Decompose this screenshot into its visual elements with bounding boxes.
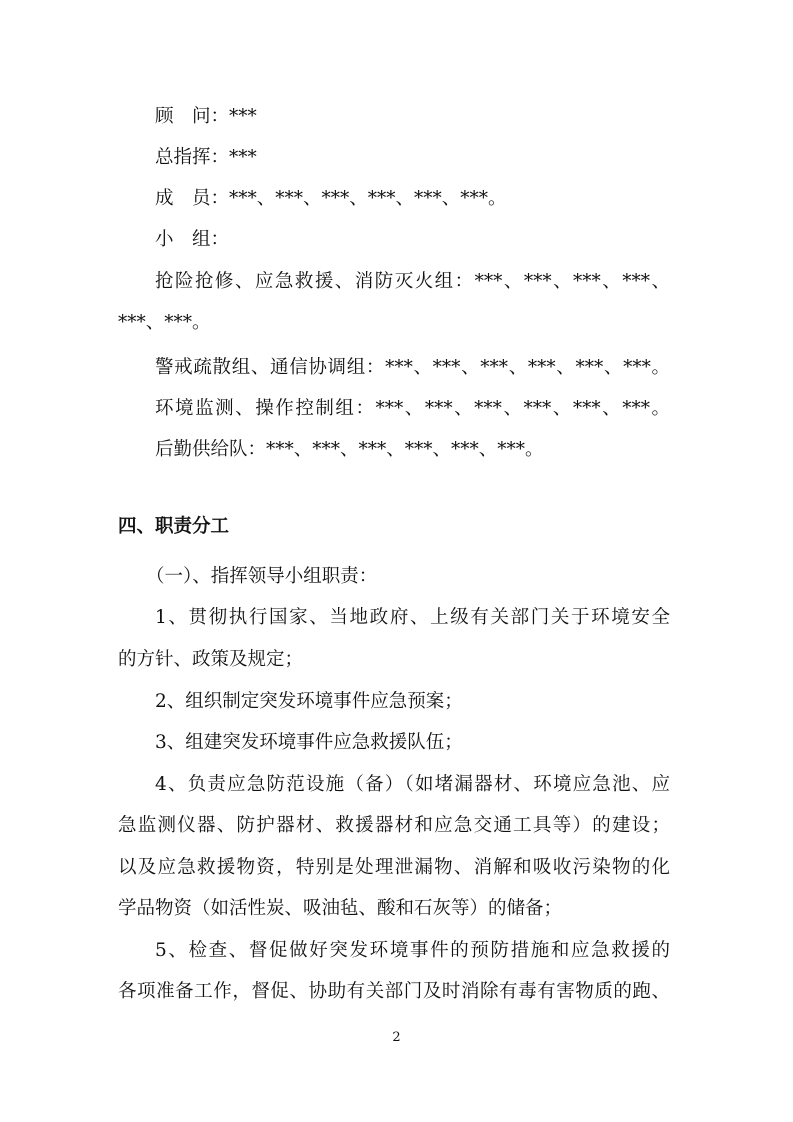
advisor-line: 顾 问：*** (155, 106, 257, 127)
duty-item-4-cont: 急监测仪器、防护器材、救援器材和应急交通工具等）的建设； (118, 815, 670, 836)
monitoring-group-line: 环境监测、操作控制组：***、***、***、***、***、***。 (155, 398, 670, 419)
duty-item-5-cont: 各项准备工作，督促、协助有关部门及时消除有毒有害物质的跑、 (118, 981, 670, 1002)
evacuation-group-line: 警戒疏散组、通信协调组：***、***、***、***、***、***。 (155, 357, 670, 378)
duty-item-1: 1、贯彻执行国家、当地政府、上级有关部门关于环境安全 (155, 607, 670, 628)
duty-item-5: 5、检查、督促做好突发环境事件的预防措施和应急救援的 (155, 940, 670, 961)
duty-item-4-cont: 学品物资（如活性炭、吸油毡、酸和石灰等）的储备； (118, 898, 563, 919)
groups-label: 小 组： (155, 229, 230, 250)
members-line: 成 员：***、***、***、***、***、***。 (155, 188, 507, 209)
rescue-group-line-cont: ***、***。 (118, 312, 211, 333)
subsection-heading: （一）、指挥领导小组职责： (146, 566, 378, 587)
duty-item-4: 4、负责应急防范设施（备）（如堵漏器材、环境应急池、应 (155, 774, 670, 795)
section-heading: 四、职责分工 (118, 516, 230, 537)
duty-item-3: 3、组建突发环境事件应急救援队伍； (155, 732, 463, 753)
duty-item-4-cont: 以及应急救援物资，特别是处理泄漏物、消解和吸收污染物的化 (118, 857, 670, 878)
page-number: 2 (392, 1030, 401, 1045)
duty-item-1-cont: 的方针、政策及规定； (118, 649, 304, 670)
logistics-group-line: 后勤供给队：***、***、***、***、***、***。 (155, 439, 544, 460)
duty-item-2: 2、组织制定突发环境事件应急预案； (155, 691, 463, 712)
rescue-group-line: 抢险抢修、应急救援、消防灭火组：***、***、***、***、 (155, 271, 670, 292)
commander-line: 总指挥：*** (155, 147, 257, 168)
